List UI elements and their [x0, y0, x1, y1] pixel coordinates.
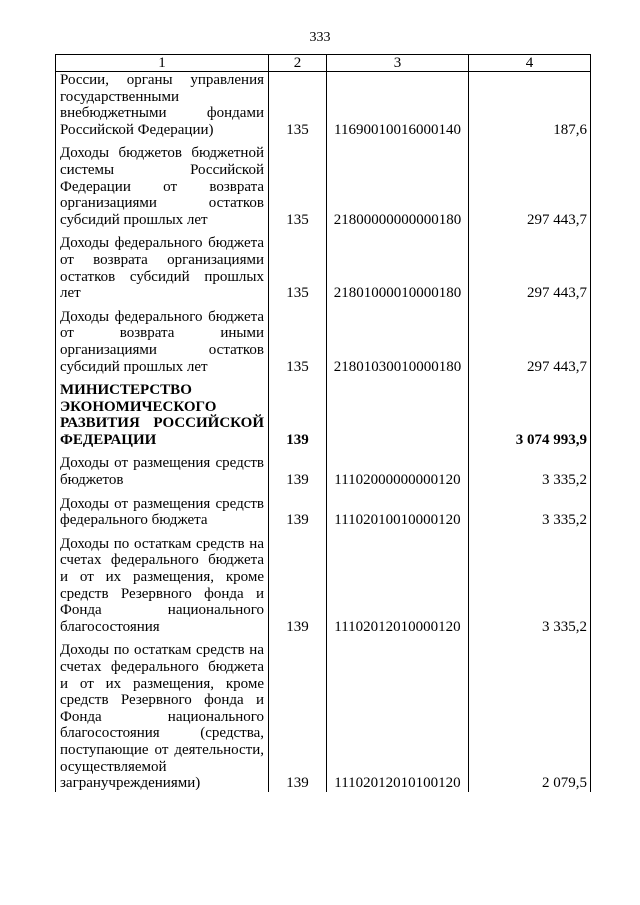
row-amount: 3 074 993,9 [469, 375, 591, 448]
table-row [56, 489, 591, 529]
table-row [56, 448, 591, 488]
row-admin-code: 135 [269, 72, 327, 139]
row-admin-code: 135 [269, 228, 327, 301]
column-header-2: 2 [269, 55, 327, 72]
row-description: Доходы федерального бюджета от возврата иными организациями остатков субсидий прошлых лет [56, 302, 269, 375]
row-amount: 297 443,7 [469, 302, 591, 375]
row-kbk: 11102012010100120 [327, 635, 469, 791]
row-description: Доходы федерального бюджета от возврата организациями остатков субсидий прошлых лет [56, 228, 269, 301]
row-description: Доходы по остаткам средств на счетах федерального бюджета и от их размещения, кроме средств Резервного фонда и Фонда национального благосостояния (средства, поступающие от деятельности, осуществляемой загранучреждениями) [56, 635, 269, 791]
table-row [56, 302, 591, 375]
row-description: Доходы по остаткам средств на счетах федерального бюджета и от их размещения, кроме средств Резервного фонда и Фонда национального благосостояния [56, 529, 269, 636]
row-admin-code: 139 [269, 375, 327, 448]
row-amount: 3 335,2 [469, 529, 591, 636]
revenue-table [55, 54, 591, 792]
column-header-4: 4 [469, 55, 591, 72]
row-description: Доходы от размещения средств федерального бюджета [56, 489, 269, 529]
row-amount: 297 443,7 [469, 138, 591, 228]
row-admin-code: 135 [269, 302, 327, 375]
row-amount: 187,6 [469, 72, 591, 139]
row-amount: 3 335,2 [469, 448, 591, 488]
page-number: 333 [309, 30, 331, 45]
row-admin-code: 139 [269, 529, 327, 636]
column-header-3: 3 [327, 55, 469, 72]
row-amount: 297 443,7 [469, 228, 591, 301]
row-admin-code: 139 [269, 635, 327, 791]
row-kbk: 21801000010000180 [327, 228, 469, 301]
row-kbk: 11102010010000120 [327, 489, 469, 529]
row-kbk: 21801030010000180 [327, 302, 469, 375]
column-header-1: 1 [56, 55, 269, 72]
row-description: России, органы управления государственными внебюджетными фондами Российской Федерации) [56, 72, 269, 139]
row-description: Доходы от размещения средств бюджетов [56, 448, 269, 488]
row-kbk [327, 375, 469, 448]
table-header [56, 55, 591, 72]
row-kbk: 21800000000000180 [327, 138, 469, 228]
table-row [56, 635, 591, 791]
row-amount: 2 079,5 [469, 635, 591, 791]
row-kbk: 11102000000000120 [327, 448, 469, 488]
table-row-ministry [56, 375, 591, 448]
row-description: Доходы бюджетов бюджетной системы Российской Федерации от возврата организациями остатков субсидий прошлых лет [56, 138, 269, 228]
table-row [56, 228, 591, 301]
row-description: МИНИСТЕРСТВО ЭКОНОМИЧЕСКОГО РАЗВИТИЯ РОССИЙСКОЙ ФЕДЕРАЦИИ [56, 375, 269, 448]
row-admin-code: 139 [269, 489, 327, 529]
row-admin-code: 135 [269, 138, 327, 228]
row-kbk: 11102012010000120 [327, 529, 469, 636]
row-amount: 3 335,2 [469, 489, 591, 529]
table-row [56, 138, 591, 228]
table-row [56, 529, 591, 636]
table-body [56, 72, 591, 792]
table-row [56, 72, 591, 139]
row-admin-code: 139 [269, 448, 327, 488]
row-kbk: 11690010016000140 [327, 72, 469, 139]
